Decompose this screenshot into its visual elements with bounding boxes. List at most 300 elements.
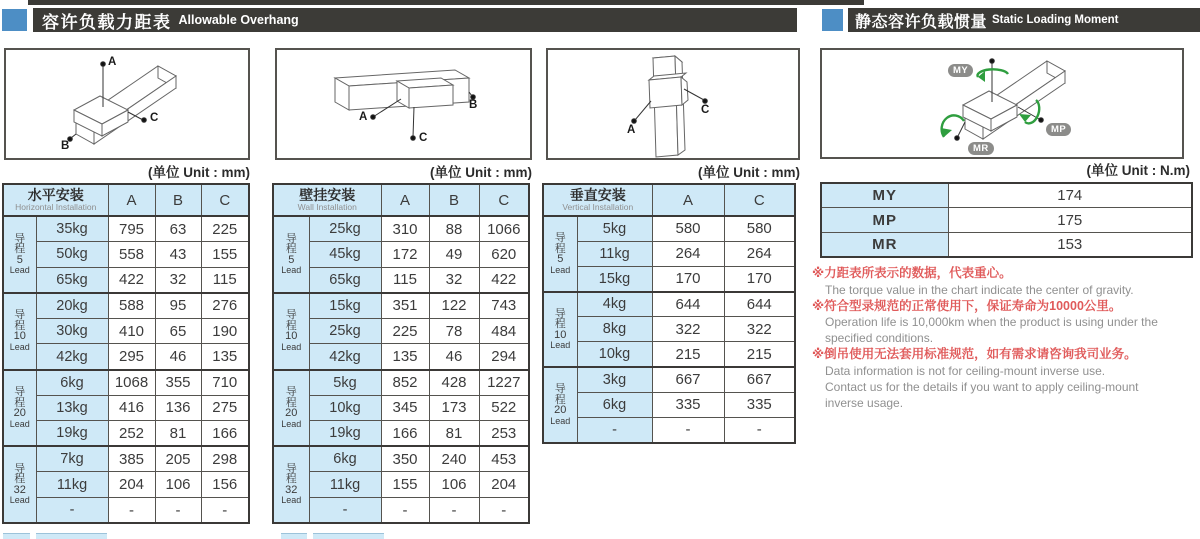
lead-char: 程 (14, 319, 26, 332)
static-loading-moment-table (820, 182, 1193, 258)
table-row (543, 266, 795, 291)
lead-char: 10 (554, 328, 567, 341)
cutoff-cell-strip (281, 533, 307, 539)
cutoff-cell-strip (36, 533, 107, 539)
table-row (3, 498, 249, 524)
table-title-en: Horizontal Installation (15, 202, 97, 212)
lead-char: 程 (554, 393, 566, 406)
unit-label-mm: (单位 Unit : mm) (148, 165, 250, 180)
load-cell: 50kg (36, 242, 108, 268)
lead-en-label: Lead (9, 418, 30, 429)
note-en: Data information is not for ceiling-mount inverse use. (825, 363, 1106, 378)
load-cell: 42kg (309, 344, 381, 370)
lead-group-cell (3, 293, 36, 370)
lead-group-cell (543, 216, 577, 292)
value-cell: 65 (155, 318, 201, 344)
note (812, 298, 1200, 347)
lead-char: 导 (14, 232, 26, 245)
note-zh: ※倒吊使用无法套用标准规范，如有需求请咨询我司业务。 (812, 347, 1137, 361)
value-cell: 350 (381, 446, 429, 472)
value-cell: 81 (429, 421, 479, 447)
value-cell: 275 (201, 395, 249, 421)
table-row (543, 216, 795, 241)
lead-char: 导 (14, 386, 26, 399)
lead-char: 程 (285, 319, 297, 332)
load-cell: 19kg (36, 421, 108, 447)
moment-label-cell: MP (821, 208, 948, 233)
lead-char: 5 (16, 253, 23, 266)
section-accent-square (2, 9, 27, 31)
lead-char: 导 (285, 462, 297, 475)
value-cell: 710 (201, 370, 249, 396)
lead-en-label: Lead (281, 341, 302, 352)
value-cell: 428 (429, 370, 479, 396)
value-cell: 166 (201, 421, 249, 447)
note (812, 346, 1200, 411)
load-cell: 35kg (36, 216, 108, 242)
rail-drawing (6, 50, 248, 158)
table-row (3, 370, 249, 396)
section-title-zh: 静态容许负载惯量 (855, 13, 988, 31)
table-title-zh: 垂直安装 (569, 187, 626, 203)
value-cell: - (479, 498, 529, 524)
value-cell: 558 (108, 242, 155, 268)
column-header-b: B (155, 184, 201, 216)
lead-en-label: Lead (550, 340, 571, 351)
table-row (273, 318, 529, 344)
table-row (273, 395, 529, 421)
column-header-c: C (201, 184, 249, 216)
unit-label-nm: (单位 Unit : N.m) (1086, 163, 1190, 178)
lead-group-cell (543, 292, 577, 368)
load-cell: 30kg (36, 318, 108, 344)
column-header-c: C (724, 184, 795, 216)
cutoff-cell-strip (313, 533, 384, 539)
load-cell: 6kg (36, 370, 108, 396)
load-cell: 13kg (36, 395, 108, 421)
moment-value-cell: 153 (948, 233, 1192, 258)
value-cell: 225 (201, 216, 249, 242)
value-cell: 743 (479, 293, 529, 319)
table-title-zh: 壁挂安装 (299, 187, 356, 203)
load-cell: 5kg (309, 370, 381, 396)
value-cell: 355 (155, 370, 201, 396)
lead-group-cell (273, 446, 309, 523)
table-row (3, 395, 249, 421)
moment-value-cell: 174 (948, 183, 1192, 208)
value-cell: 422 (108, 267, 155, 293)
lead-char: 5 (557, 253, 564, 266)
lead-char: 5 (288, 253, 295, 266)
load-cell: 11kg (309, 472, 381, 498)
table-row (273, 216, 529, 242)
value-cell: - (201, 498, 249, 524)
section-accent-square (822, 9, 843, 31)
load-cell: 20kg (36, 293, 108, 319)
load-cell: 5kg (577, 216, 652, 241)
note-en: Contact us for the details if you want to apply ceiling-mount (825, 379, 1139, 394)
value-cell: - (381, 498, 429, 524)
table-row (543, 292, 795, 317)
lead-group-cell (3, 216, 36, 293)
lead-en-label: Lead (550, 264, 571, 275)
top-divider (28, 0, 864, 5)
load-cell: 11kg (36, 472, 108, 498)
load-cell: 42kg (36, 344, 108, 370)
value-cell: 240 (429, 446, 479, 472)
lead-char: 导 (554, 383, 566, 396)
moment-label-cell: MY (821, 183, 948, 208)
value-cell: 351 (381, 293, 429, 319)
note-en: The torque value in the chart indicate the center of gravity. (825, 282, 1134, 297)
load-cell: 25kg (309, 216, 381, 242)
load-cell: 6kg (309, 446, 381, 472)
table-row (3, 318, 249, 344)
moment-value-cell: 175 (948, 208, 1192, 233)
table-row (543, 317, 795, 342)
value-cell: 795 (108, 216, 155, 242)
value-cell: 122 (429, 293, 479, 319)
unit-label-mm: (单位 Unit : mm) (698, 165, 800, 180)
point-a-label: A (108, 56, 117, 68)
value-cell: 215 (724, 342, 795, 367)
value-cell: - (429, 498, 479, 524)
rail-body (74, 66, 176, 144)
value-cell: 204 (108, 472, 155, 498)
lead-char: 32 (285, 483, 298, 496)
table-row (273, 370, 529, 396)
lead-en-label: Lead (9, 495, 30, 506)
value-cell: - (652, 418, 724, 443)
load-cell: 19kg (309, 421, 381, 447)
load-cell: 8kg (577, 317, 652, 342)
value-cell: 588 (108, 293, 155, 319)
table-row (3, 242, 249, 268)
lead-char: 程 (554, 242, 566, 255)
lead-group-cell (273, 216, 309, 293)
static-loading-moment-table-host (820, 182, 1193, 258)
note-zh: ※符合型录规范的正常使用下，保证寿命为10000公里。 (812, 298, 1122, 313)
value-cell: 225 (381, 318, 429, 344)
moment-label-cell: MR (821, 233, 948, 258)
value-cell: 190 (201, 318, 249, 344)
value-cell: 345 (381, 395, 429, 421)
section-header-static-loading-moment (848, 8, 1200, 32)
load-cell: 7kg (36, 446, 108, 472)
value-cell: 46 (155, 344, 201, 370)
load-cell: 11kg (577, 241, 652, 266)
value-cell: 106 (429, 472, 479, 498)
value-cell: 644 (652, 292, 724, 317)
lead-group-cell (543, 367, 577, 443)
load-cell: 15kg (309, 293, 381, 319)
lead-en-label: Lead (9, 265, 30, 276)
value-cell: 252 (108, 421, 155, 447)
table-title-zh: 水平安装 (27, 187, 84, 203)
section-header-allowable-overhang (33, 8, 797, 32)
table-header-row (3, 184, 249, 216)
value-cell: 667 (724, 367, 795, 392)
value-cell: 170 (652, 266, 724, 291)
table-header-row (273, 184, 529, 216)
lead-char: 20 (554, 404, 567, 417)
lead-en-label: Lead (9, 341, 30, 352)
wall-installation-diagram (275, 48, 532, 160)
value-cell: - (155, 498, 201, 524)
lead-en-label: Lead (281, 265, 302, 276)
table-title-cell (273, 184, 381, 216)
table-row (543, 367, 795, 392)
table-row (3, 267, 249, 293)
value-cell: 136 (155, 395, 201, 421)
table-row (3, 421, 249, 447)
value-cell: 205 (155, 446, 201, 472)
overhang-table (272, 183, 530, 524)
value-cell: 1066 (479, 216, 529, 242)
column-header-a: A (381, 184, 429, 216)
load-cell: - (309, 498, 381, 524)
lead-char: 导 (14, 462, 26, 475)
value-cell: 264 (652, 241, 724, 266)
value-cell: 276 (201, 293, 249, 319)
footnotes (812, 265, 1200, 411)
value-cell: 522 (479, 395, 529, 421)
load-cell: 6kg (577, 392, 652, 417)
value-cell: 155 (381, 472, 429, 498)
value-cell: 385 (108, 446, 155, 472)
lead-char: 20 (285, 407, 298, 420)
vertical-installation-table-host (542, 183, 796, 444)
value-cell: 322 (652, 317, 724, 342)
lead-group-cell (3, 370, 36, 447)
lead-char: 导 (554, 307, 566, 320)
value-cell: 322 (724, 317, 795, 342)
value-cell: - (724, 418, 795, 443)
load-cell: 65kg (309, 267, 381, 293)
value-cell: 264 (724, 241, 795, 266)
value-cell: 580 (724, 216, 795, 241)
value-cell: 410 (108, 318, 155, 344)
column-header-a: A (652, 184, 724, 216)
lead-char: 程 (554, 318, 566, 331)
lead-char: 程 (285, 243, 297, 256)
unit-label-mm: (单位 Unit : mm) (430, 165, 532, 180)
point-c-label: C (150, 112, 159, 124)
lead-char: 程 (285, 396, 297, 409)
value-cell: 335 (652, 392, 724, 417)
value-cell: 115 (201, 267, 249, 293)
load-cell: 10kg (577, 342, 652, 367)
vertical-installation-diagram (546, 48, 800, 160)
value-cell: 298 (201, 446, 249, 472)
lead-char: 32 (13, 483, 26, 496)
point-c-label: C (701, 104, 710, 116)
value-cell: 580 (652, 216, 724, 241)
value-cell: 170 (724, 266, 795, 291)
value-cell: 135 (201, 344, 249, 370)
value-cell: 416 (108, 395, 155, 421)
lead-char: 10 (285, 330, 298, 343)
value-cell: 135 (381, 344, 429, 370)
load-cell: 10kg (309, 395, 381, 421)
value-cell: 32 (155, 267, 201, 293)
wall-installation-table-host (272, 183, 530, 524)
column-header-c: C (479, 184, 529, 216)
value-cell: 43 (155, 242, 201, 268)
my-moment-badge: MY (948, 64, 973, 77)
note (812, 265, 1200, 298)
lead-group-cell (3, 446, 36, 523)
note-en: specified conditions. (825, 331, 934, 345)
table-row (3, 344, 249, 370)
table-row (273, 293, 529, 319)
table-row (3, 472, 249, 498)
load-cell: 3kg (577, 367, 652, 392)
moment-row (821, 183, 1192, 208)
load-cell: 25kg (309, 318, 381, 344)
table-row (3, 293, 249, 319)
lead-char: 程 (14, 243, 26, 256)
value-cell: 95 (155, 293, 201, 319)
table-row (543, 392, 795, 417)
rail-body (335, 70, 469, 110)
point-b-label: B (61, 140, 70, 152)
lead-en-label: Lead (281, 418, 302, 429)
moment-row (821, 208, 1192, 233)
lead-char: 20 (13, 407, 26, 420)
point-c-label: C (419, 132, 428, 144)
value-cell: 644 (724, 292, 795, 317)
overhang-table (2, 183, 250, 524)
value-cell: 215 (652, 342, 724, 367)
table-row (273, 267, 529, 293)
static-loading-moment-diagram (820, 48, 1184, 159)
table-row (543, 418, 795, 443)
table-row (273, 344, 529, 370)
point-a-label: A (627, 124, 636, 136)
lead-group-cell (273, 370, 309, 447)
table-row (273, 446, 529, 472)
value-cell: 1227 (479, 370, 529, 396)
value-cell: 335 (724, 392, 795, 417)
table-title-cell (543, 184, 652, 216)
value-cell: 253 (479, 421, 529, 447)
value-cell: 172 (381, 242, 429, 268)
mr-moment-badge: MR (968, 142, 994, 155)
value-cell: 78 (429, 318, 479, 344)
value-cell: 49 (429, 242, 479, 268)
value-cell: 484 (479, 318, 529, 344)
point-b-label: B (469, 99, 478, 111)
section-title-zh: 容许负载力距表 (42, 12, 172, 32)
rail-drawing (822, 50, 1182, 157)
note-en: Operation life is 10,000km when the product is using under the (825, 315, 1158, 329)
load-cell: - (36, 498, 108, 524)
value-cell: 1068 (108, 370, 155, 396)
column-header-a: A (108, 184, 155, 216)
note-en: inverse usage. (825, 395, 904, 410)
cutoff-cell-strip (3, 533, 30, 539)
lead-char: 程 (14, 473, 26, 486)
value-cell: 63 (155, 216, 201, 242)
lead-char: 程 (14, 396, 26, 409)
value-cell: 166 (381, 421, 429, 447)
value-cell: 106 (155, 472, 201, 498)
lead-char: 程 (285, 473, 297, 486)
table-title-en: Wall Installation (297, 202, 357, 212)
table-row (543, 241, 795, 266)
lead-char: 导 (554, 232, 566, 245)
load-cell: - (577, 418, 652, 443)
load-cell: 4kg (577, 292, 652, 317)
moment-row (821, 233, 1192, 258)
lead-group-cell (273, 293, 309, 370)
table-row (3, 446, 249, 472)
horizontal-installation-table-host (2, 183, 250, 524)
value-cell: 173 (429, 395, 479, 421)
rail-drawing (277, 50, 530, 158)
value-cell: 294 (479, 344, 529, 370)
value-cell: 310 (381, 216, 429, 242)
lead-en-label: Lead (550, 415, 571, 426)
table-title-cell (3, 184, 108, 216)
value-cell: 620 (479, 242, 529, 268)
value-cell: 81 (155, 421, 201, 447)
section-title-en: Static Loading Moment (992, 14, 1119, 26)
lead-char: 导 (285, 386, 297, 399)
value-cell: 204 (479, 472, 529, 498)
value-cell: 32 (429, 267, 479, 293)
lead-en-label: Lead (281, 495, 302, 506)
table-row (273, 421, 529, 447)
point-a-label: A (359, 111, 368, 123)
value-cell: 156 (201, 472, 249, 498)
value-cell: 155 (201, 242, 249, 268)
value-cell: 115 (381, 267, 429, 293)
value-cell: 422 (479, 267, 529, 293)
table-row (273, 242, 529, 268)
lead-char: 导 (285, 232, 297, 245)
value-cell: 852 (381, 370, 429, 396)
rail-drawing (548, 50, 798, 158)
value-cell: - (108, 498, 155, 524)
table-header-row (543, 184, 795, 216)
value-cell: 46 (429, 344, 479, 370)
note-zh: ※力距表所表示的数据，代表重心。 (812, 266, 1012, 280)
load-cell: 65kg (36, 267, 108, 293)
table-row (273, 498, 529, 524)
lead-char: 导 (285, 309, 297, 322)
load-cell: 45kg (309, 242, 381, 268)
column-header-b: B (429, 184, 479, 216)
load-cell: 15kg (577, 266, 652, 291)
table-row (543, 342, 795, 367)
mp-moment-badge: MP (1046, 123, 1071, 136)
overhang-table (542, 183, 796, 444)
value-cell: 453 (479, 446, 529, 472)
value-cell: 88 (429, 216, 479, 242)
table-row (3, 216, 249, 242)
horizontal-installation-diagram (4, 48, 250, 160)
lead-char: 导 (14, 309, 26, 322)
value-cell: 295 (108, 344, 155, 370)
rail-body (649, 56, 688, 157)
table-row (273, 472, 529, 498)
lead-char: 10 (13, 330, 26, 343)
section-title-en: Allowable Overhang (178, 13, 299, 27)
table-title-en: Vertical Installation (562, 202, 634, 212)
value-cell: 667 (652, 367, 724, 392)
